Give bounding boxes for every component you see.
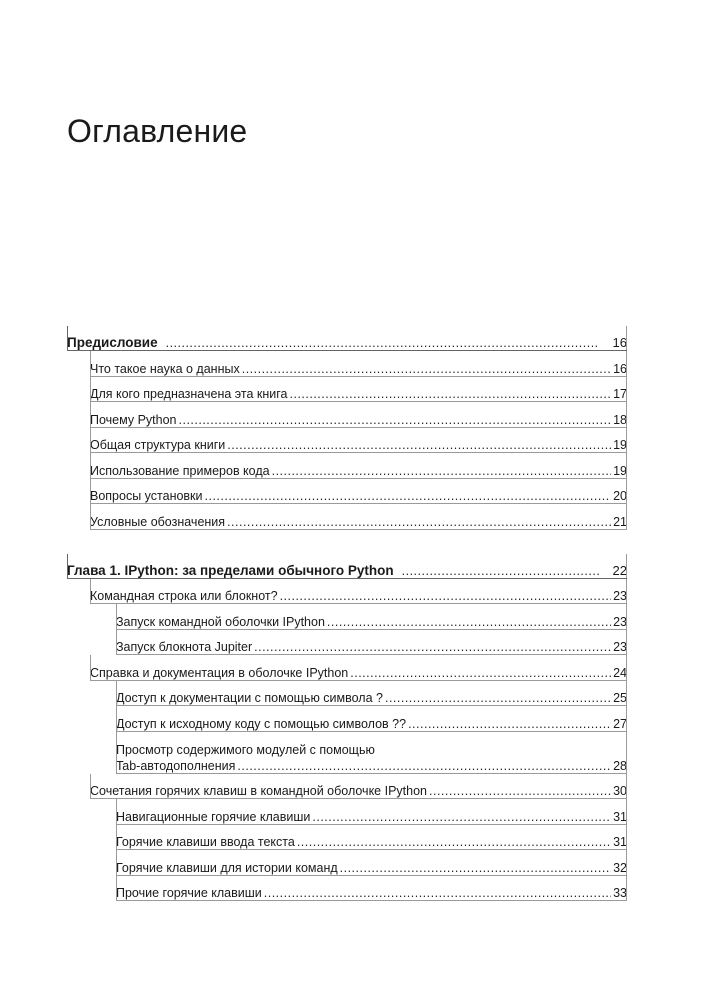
toc-entry[interactable] <box>67 504 627 530</box>
toc-entry[interactable] <box>67 402 627 428</box>
toc-entry-page: 22 <box>612 562 627 578</box>
toc-entry-page: 19 <box>613 463 627 478</box>
toc-entry[interactable] <box>67 479 627 505</box>
toc-entry-label: Справка и документация в оболочке IPython <box>90 665 349 680</box>
toc-entry-page: 23 <box>613 640 627 654</box>
leader-dots <box>166 335 599 351</box>
leader-dots <box>254 639 611 655</box>
leader-dots <box>227 437 611 453</box>
toc-entry-label-line1: Просмотр содержимого модулей с помощью <box>116 742 375 757</box>
toc-entry-label: Глава 1. IPython: за пределами обычного Python <box>67 562 394 578</box>
toc-entry-label: Доступ к документации с помощью символа ? <box>116 691 383 705</box>
leader-dots <box>327 614 611 630</box>
toc-entry-page: 27 <box>613 716 627 731</box>
table-of-contents <box>67 326 627 901</box>
toc-entry-page: 16 <box>612 335 627 350</box>
toc-entry-label: Использование примеров кода <box>90 463 270 478</box>
toc-entry-label: Запуск блокнота Jupiter <box>116 640 253 654</box>
leader-dots <box>179 412 612 428</box>
toc-entry-label: Горячие клавиши для истории команд <box>116 860 338 875</box>
toc-entry-label: Сочетания горячих клавиш в командной оболочке IPython <box>90 784 427 798</box>
section-gap <box>67 530 627 554</box>
toc-entry-label: Запуск командной оболочки IPython <box>116 614 325 629</box>
toc-entry-label: Почему Python <box>90 412 177 427</box>
toc-entry-page: 20 <box>613 489 627 503</box>
toc-entry-page: 24 <box>613 665 627 680</box>
toc-entry-page: 17 <box>613 387 627 401</box>
leader-dots <box>385 690 611 706</box>
toc-entry-label: Условные обозначения <box>90 514 226 529</box>
toc-entry-label: Для кого предназначена эта книга <box>90 387 288 401</box>
toc-entry[interactable] <box>67 428 627 454</box>
toc-entry[interactable] <box>67 351 627 377</box>
toc-entry[interactable] <box>67 604 627 630</box>
toc-entry[interactable] <box>67 579 627 605</box>
toc-entry[interactable] <box>67 799 627 825</box>
leader-dots <box>242 361 611 377</box>
toc-entry-page: 18 <box>613 412 627 427</box>
leader-dots <box>205 488 612 504</box>
toc-entry-page: 23 <box>613 589 627 603</box>
leader-dots <box>290 386 612 402</box>
leader-dots <box>408 716 611 732</box>
toc-entry-chapter-1[interactable] <box>67 554 627 579</box>
toc-entry-label: Доступ к исходному коду с помощью символов ?? <box>116 716 407 731</box>
toc-entry[interactable] <box>67 706 627 732</box>
leader-dots <box>227 514 611 530</box>
toc-entry-label: Горячие клавиши ввода текста <box>116 835 295 849</box>
toc-entry[interactable] <box>67 850 627 876</box>
leader-dots <box>402 563 599 579</box>
toc-entry-label: Общая структура книги <box>90 438 226 452</box>
toc-entry-page: 32 <box>613 860 627 875</box>
toc-entry-preface[interactable] <box>67 326 627 351</box>
toc-entry-page: 16 <box>613 361 627 376</box>
toc-entry-page: 23 <box>613 614 627 629</box>
toc-entry[interactable] <box>67 377 627 403</box>
toc-entry-page: 25 <box>613 691 627 705</box>
leader-dots <box>280 588 612 604</box>
leader-dots <box>297 834 611 850</box>
leader-dots <box>429 783 611 799</box>
toc-entry-page: 33 <box>613 886 627 900</box>
leader-dots <box>312 809 611 825</box>
toc-entry-label-line2: Tab-автодополнения <box>116 758 236 773</box>
toc-entry[interactable] <box>67 774 627 800</box>
toc-entry-page: 31 <box>613 809 627 824</box>
toc-entry-page: 30 <box>613 784 627 798</box>
leader-dots <box>340 860 611 876</box>
toc-entry-page: 28 <box>613 758 627 773</box>
toc-entry-label: Навигационные горячие клавиши <box>116 809 311 824</box>
toc-entry[interactable] <box>67 876 627 902</box>
toc-entry-page: 19 <box>613 438 627 452</box>
toc-entry-page: 31 <box>613 835 627 849</box>
toc-entry[interactable] <box>67 681 627 707</box>
toc-entry-label: Что такое наука о данных <box>90 361 240 376</box>
toc-entry-label: Предисловие <box>67 335 158 350</box>
toc-entry[interactable] <box>67 732 627 774</box>
leader-dots <box>237 758 611 774</box>
toc-entry-label: Командная строка или блокнот? <box>90 589 278 603</box>
page-title: Оглавление <box>67 113 248 149</box>
leader-dots <box>272 463 612 479</box>
toc-entry[interactable] <box>67 655 627 681</box>
toc-entry-page: 21 <box>613 514 627 529</box>
toc-entry-label: Прочие горячие клавиши <box>116 886 262 900</box>
leader-dots <box>264 885 611 901</box>
toc-entry[interactable] <box>67 825 627 851</box>
toc-entry-label: Вопросы установки <box>90 489 203 503</box>
toc-entry[interactable] <box>67 453 627 479</box>
toc-entry[interactable] <box>67 630 627 656</box>
toc-entry-label-line2-row <box>116 758 627 774</box>
leader-dots <box>350 665 611 681</box>
toc-entry-label-block <box>116 742 627 774</box>
